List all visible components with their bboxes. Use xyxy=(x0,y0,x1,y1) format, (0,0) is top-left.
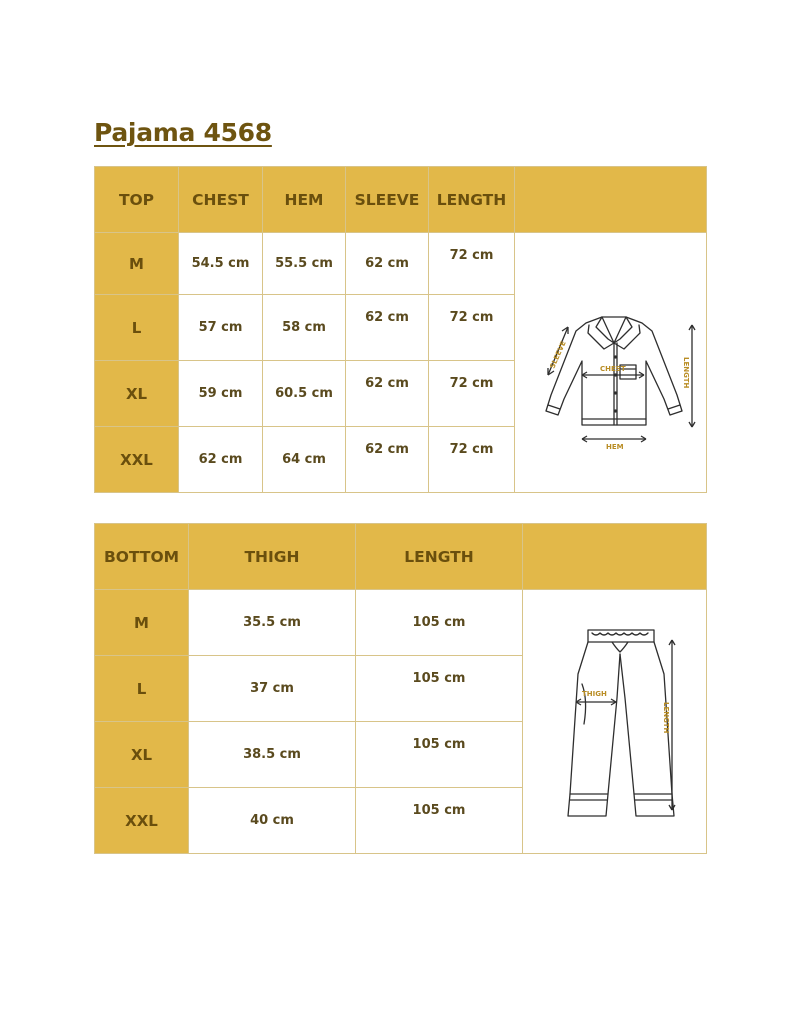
length-value-cell xyxy=(356,722,523,788)
size-label: M xyxy=(95,233,179,295)
size-label: L xyxy=(95,295,179,361)
pants-outline xyxy=(568,630,674,816)
table-row xyxy=(95,590,707,656)
pants-measure-arrows xyxy=(576,640,675,810)
chest-value: 54.5 cm xyxy=(179,233,263,295)
length-value: 105 cm xyxy=(412,737,466,752)
hem-value: 64 cm xyxy=(263,427,346,493)
header-sleeve: SLEEVE xyxy=(346,167,429,233)
table-row xyxy=(95,233,707,295)
hem-value: 60.5 cm xyxy=(263,361,346,427)
thigh-value: 37 cm xyxy=(189,656,356,722)
length-value-cell xyxy=(429,361,515,427)
size-label: XL xyxy=(95,722,189,788)
length-diagram-label: LENGTH xyxy=(661,702,670,734)
sleeve-value-cell xyxy=(346,295,429,361)
chest-value: 62 cm xyxy=(179,427,263,493)
pants-diagram-cell xyxy=(523,590,707,854)
header-chest: CHEST xyxy=(179,167,263,233)
length-diagram-label: LENGTH xyxy=(681,357,690,389)
page-title: Pajama 4568 xyxy=(94,118,272,147)
size-label: M xyxy=(95,590,189,656)
pajama-shirt-icon xyxy=(516,245,706,475)
length-value-cell xyxy=(429,233,515,295)
sleeve-value: 62 cm xyxy=(365,310,409,325)
header-length: LENGTH xyxy=(356,524,523,590)
size-label: XL xyxy=(95,361,179,427)
length-value: 105 cm xyxy=(356,590,523,656)
sleeve-value: 62 cm xyxy=(365,442,409,457)
pajama-pants-icon xyxy=(524,594,706,844)
length-value: 72 cm xyxy=(449,442,494,457)
length-value: 72 cm xyxy=(449,310,494,325)
header-length: LENGTH xyxy=(429,167,515,233)
size-label: XXL xyxy=(95,788,189,854)
sleeve-value: 62 cm xyxy=(346,233,429,295)
sleeve-value-cell xyxy=(346,427,429,493)
top-size-table xyxy=(94,166,707,493)
thigh-value: 38.5 cm xyxy=(189,722,356,788)
hem-diagram-label: HEM xyxy=(605,443,624,451)
header-top: TOP xyxy=(95,167,179,233)
hem-value: 58 cm xyxy=(263,295,346,361)
length-value: 72 cm xyxy=(449,248,494,263)
length-value-cell xyxy=(429,427,515,493)
hem-value: 55.5 cm xyxy=(263,233,346,295)
header-blank xyxy=(515,167,707,233)
length-value: 105 cm xyxy=(412,803,466,818)
thigh-value: 40 cm xyxy=(189,788,356,854)
chest-value: 57 cm xyxy=(179,295,263,361)
length-value-cell xyxy=(429,295,515,361)
size-label: L xyxy=(95,656,189,722)
thigh-value: 35.5 cm xyxy=(189,590,356,656)
thigh-diagram-label: THIGH xyxy=(581,690,607,698)
header-bottom: BOTTOM xyxy=(95,524,189,590)
length-value: 72 cm xyxy=(449,376,494,391)
sleeve-value: 62 cm xyxy=(365,376,409,391)
header-thigh: THIGH xyxy=(189,524,356,590)
chest-diagram-label: CHEST xyxy=(599,365,626,373)
length-value-cell xyxy=(356,788,523,854)
size-label: XXL xyxy=(95,427,179,493)
length-value: 105 cm xyxy=(412,671,466,686)
top-header-row xyxy=(95,167,707,233)
header-blank xyxy=(523,524,707,590)
header-hem: HEM xyxy=(263,167,346,233)
bottom-size-table xyxy=(94,523,707,854)
sleeve-diagram-label: SLEEVE xyxy=(548,339,568,370)
length-value-cell xyxy=(356,656,523,722)
chest-value: 59 cm xyxy=(179,361,263,427)
shirt-diagram-cell xyxy=(515,233,707,493)
bottom-header-row xyxy=(95,524,707,590)
sleeve-value-cell xyxy=(346,361,429,427)
